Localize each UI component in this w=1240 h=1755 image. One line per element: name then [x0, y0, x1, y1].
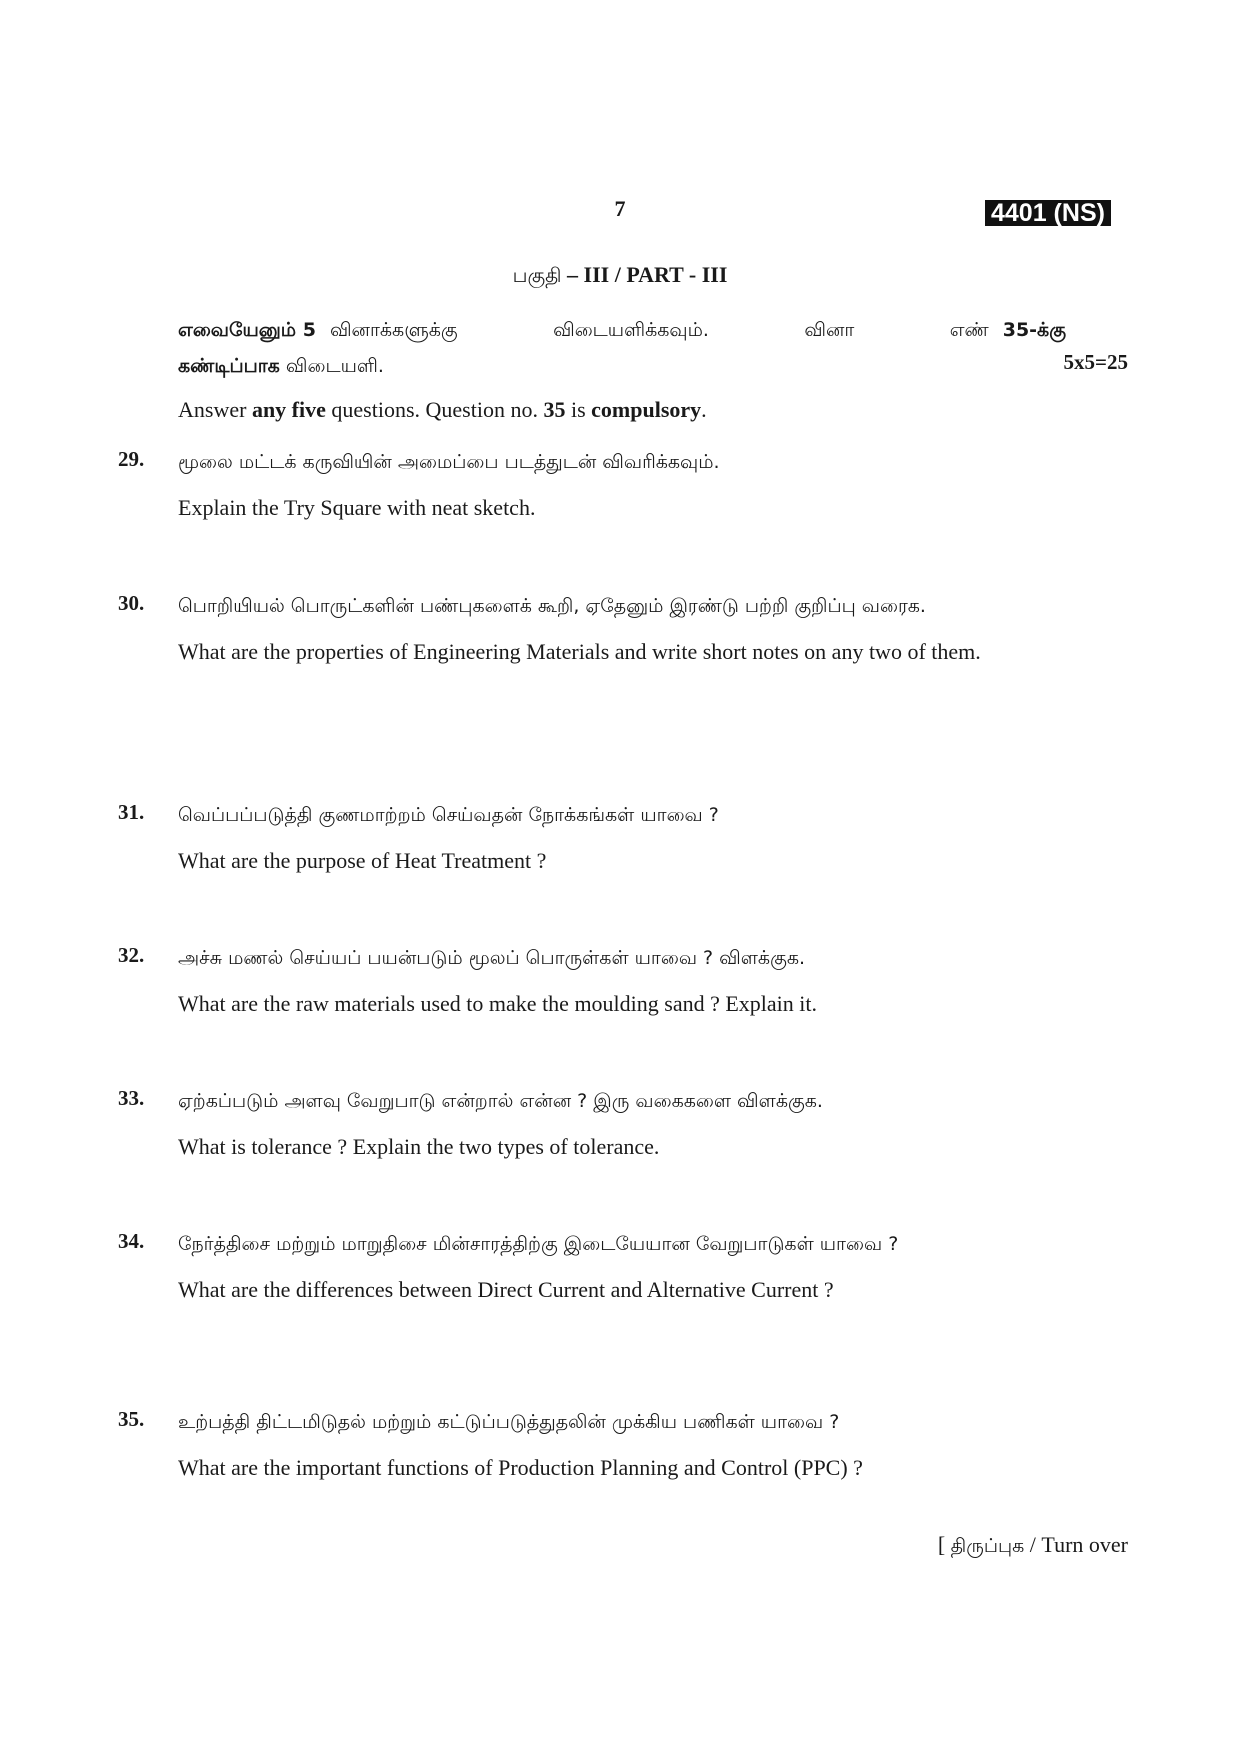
question-tamil: மூலை மட்டக் கருவியின் அமைப்பை படத்துடன் விவரிக்கவும்.: [178, 451, 720, 473]
instruction-en-part-1: Answer: [178, 397, 252, 422]
question-number: 34.: [118, 1229, 145, 1253]
instruction-tamil-line-1: [178, 312, 1066, 348]
instruction-english: [178, 395, 707, 425]
section-title: III / PART - III: [583, 262, 728, 287]
instruction-tamil-line-2: [178, 348, 1066, 384]
instruction-en-part-5: is: [565, 397, 592, 422]
question-english: What are the purpose of Heat Treatment ?: [178, 848, 547, 873]
question-tamil: ஏற்கப்படும் அளவு வேறுபாடு என்றால் என்ன ? இரு வகைகளை விளக்குக.: [178, 1090, 823, 1112]
section-heading: [0, 262, 1240, 290]
instruction-tamil-compulsory: கண்டிப்பாக: [178, 355, 280, 377]
question-35: [118, 1404, 1068, 1482]
question-29: [118, 444, 1068, 522]
question-english: What are the important functions of Production Planning and Control (PPC) ?: [178, 1455, 863, 1480]
question-number: 35.: [118, 1407, 145, 1431]
question-tamil: நேர்த்திசை மற்றும் மாறுதிசை மின்சாரத்திற்கு இடையேயான வேறுபாடுகள் யாவை ?: [178, 1233, 899, 1255]
instruction-en-compulsory: compulsory: [591, 397, 702, 422]
question-tamil: உற்பத்தி திட்டமிடுதல் மற்றும் கட்டுப்படுத்துதலின் முக்கிய பணிகள் யாவை ?: [178, 1411, 840, 1433]
page-number: 7: [614, 196, 626, 221]
turn-over-english: Turn over: [1041, 1532, 1128, 1557]
question-34: [118, 1226, 1068, 1304]
instruction-en-any-five: any five: [251, 397, 326, 422]
question-number: 33.: [118, 1086, 145, 1110]
instruction-en-q35: 35: [543, 397, 566, 422]
turn-over-note: [780, 1532, 1128, 1560]
question-number: 31.: [118, 800, 145, 824]
question-number: 32.: [118, 943, 145, 967]
instruction-tamil-q35: 35-க்கு: [1002, 319, 1066, 341]
instruction-en-part-7: .: [701, 397, 707, 422]
instruction-tamil-text-1: வினாக்களுக்கு விடையளிக்கவும். வினா எண்: [329, 319, 989, 341]
question-tamil: அச்சு மணல் செய்யப் பயன்படும் மூலப் பொருள்கள் யாவை ? விளக்குக.: [178, 947, 806, 969]
question-english: What are the properties of Engineering Materials and write short notes on any two of them.: [178, 639, 981, 664]
question-31: [118, 797, 1068, 875]
section-tamil-label: பகுதி: [512, 263, 562, 287]
question-number: 30.: [118, 591, 145, 615]
question-english: What is tolerance ? Explain the two types of tolerance.: [178, 1134, 660, 1159]
instruction-en-part-3: questions. Question no.: [325, 397, 544, 422]
question-32: [118, 940, 1068, 1018]
instruction-tamil-text-2: விடையளி.: [285, 355, 384, 377]
question-english: What are the differences between Direct Current and Alternative Current ?: [178, 1277, 834, 1302]
turn-over-bracket: [: [937, 1532, 951, 1557]
question-tamil: பொறியியல் பொருட்களின் பண்புகளைக் கூறி, ஏதேனும் இரண்டு பற்றி குறிப்பு வரைக.: [178, 595, 926, 617]
question-tamil: வெப்பப்படுத்தி குணமாற்றம் செய்வதன் நோக்கங்கள் யாவை ?: [178, 804, 719, 826]
marks-allocation: 5x5=25: [1063, 350, 1128, 374]
question-english: What are the raw materials used to make the moulding sand ? Explain it.: [178, 991, 818, 1016]
question-30: [118, 588, 1068, 666]
turn-over-tamil: திருப்புக: [950, 1535, 1025, 1557]
section-separator: –: [561, 262, 584, 287]
question-english: Explain the Try Square with neat sketch.: [178, 495, 536, 520]
turn-over-separator: /: [1024, 1532, 1042, 1557]
paper-code-badge: 4401 (NS): [985, 200, 1111, 226]
instruction-tamil: [178, 312, 1066, 384]
instruction-tamil-any-five: எவையேனும் 5: [178, 319, 316, 341]
question-number: 29.: [118, 447, 145, 471]
question-33: [118, 1083, 1068, 1161]
